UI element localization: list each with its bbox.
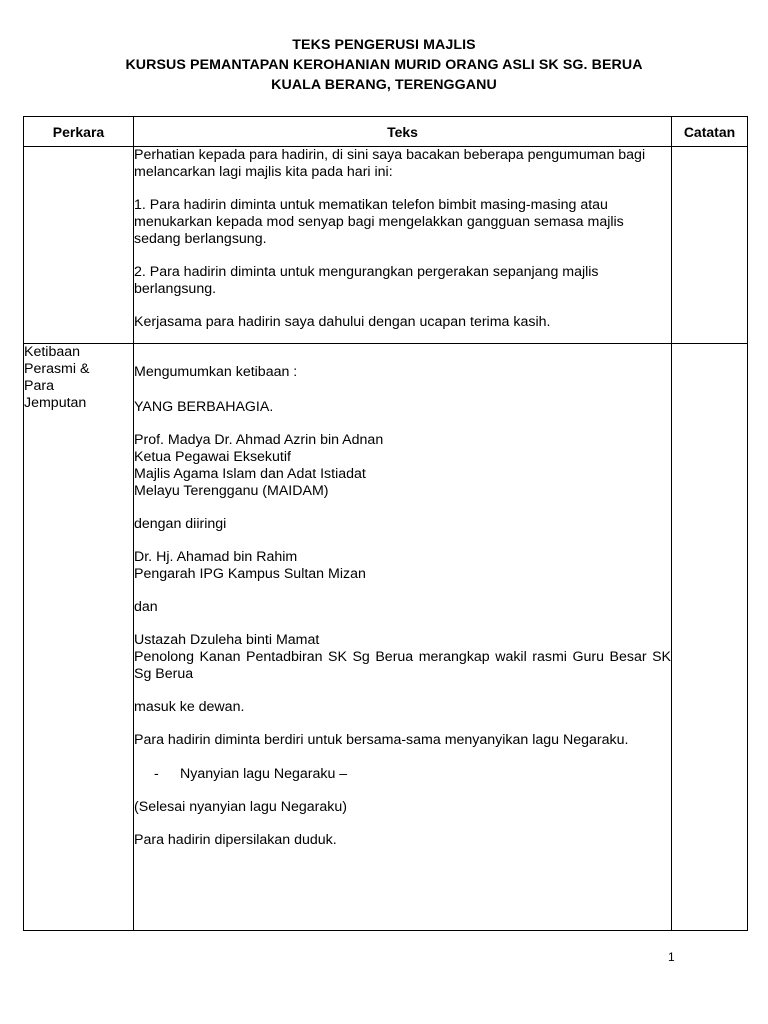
salutation: YANG BERBAHAGIA. (134, 399, 274, 415)
teks-cell (134, 147, 672, 344)
announcement-intro: Perhatian kepada para hadirin, di sini saya bacakan beberapa pengumuman bagi melancarkan lagi majlis kita pada hari ini: (134, 147, 646, 180)
announcement-item-2: 2. Para hadirin diminta untuk mengurangkan pergerakan sepanjang majlis berlangsung. (134, 264, 599, 297)
column-header-teks: Teks (134, 117, 672, 147)
enter-hall-text: masuk ke dewan. (134, 699, 245, 715)
guest-1-org: Majlis Agama Islam dan Adat Istiadat (134, 466, 366, 482)
teks-cell (134, 344, 672, 931)
guest-1-block (134, 432, 671, 500)
sit-instruction: Para hadirin dipersilakan duduk. (134, 832, 337, 848)
accompanied-text: dengan diiringi (134, 516, 227, 532)
anthem-bullet (134, 766, 671, 783)
document-subtitle: KURSUS PEMANTAPAN KEROHANIAN MURID ORANG ASLI SK SG. BERUA (125, 57, 643, 73)
guest-1-org: Melayu Terengganu (MAIDAM) (134, 483, 329, 499)
perkara-line: Ketibaan (24, 344, 81, 360)
column-header-perkara: Perkara (24, 117, 134, 147)
document-title: TEKS PENGERUSI MAJLIS (292, 37, 476, 53)
perkara-cell (24, 147, 134, 344)
guest-1-name: Prof. Madya Dr. Ahmad Azrin bin Adnan (134, 432, 384, 448)
perkara-line: Jemputan (24, 395, 87, 411)
guest-3-role: Penolong Kanan Pentadbiran SK Sg Berua merangkap wakil rasmi Guru Besar SK Sg Berua (134, 649, 671, 682)
page-number: 1 (668, 950, 675, 964)
perkara-cell (24, 344, 134, 931)
table-header-row (24, 117, 748, 147)
catatan-cell (672, 147, 748, 344)
perkara-line: Perasmi & (24, 361, 90, 377)
catatan-cell (672, 344, 748, 931)
table-row-arrival (24, 344, 748, 931)
guest-3-name: Ustazah Dzuleha binti Mamat (134, 632, 320, 648)
announcement-closing: Kerjasama para hadirin saya dahului dengan ucapan terima kasih. (134, 314, 551, 330)
announce-arrival: Mengumumkan ketibaan : (134, 364, 298, 380)
guest-2-block (134, 549, 671, 583)
anthem-text: Nyanyian lagu Negaraku – (180, 766, 348, 782)
anthem-finished: (Selesai nyanyian lagu Negaraku) (134, 799, 347, 815)
table-row-announcements (24, 147, 748, 344)
script-table (23, 116, 748, 931)
announcement-item-1: 1. Para hadirin diminta untuk mematikan telefon bimbit masing-masing atau menukarkan kepada mod senyap bagi mengelakkan gangguan semasa majlis sedang berlangsung. (134, 197, 624, 247)
guest-2-name: Dr. Hj. Ahamad bin Rahim (134, 549, 298, 565)
document-location: KUALA BERANG, TERENGGANU (271, 77, 497, 93)
guest-1-role: Ketua Pegawai Eksekutif (134, 449, 291, 465)
stand-instruction: Para hadirin diminta berdiri untuk bersama-sama menyanyikan lagu Negaraku. (134, 732, 629, 748)
bullet-dash: - (154, 766, 159, 782)
perkara-line: Para (24, 378, 54, 394)
guest-2-role: Pengarah IPG Kampus Sultan Mizan (134, 566, 366, 582)
guest-3-block (134, 632, 671, 683)
column-header-catatan: Catatan (672, 117, 748, 147)
conjunction-text: dan (134, 599, 158, 615)
